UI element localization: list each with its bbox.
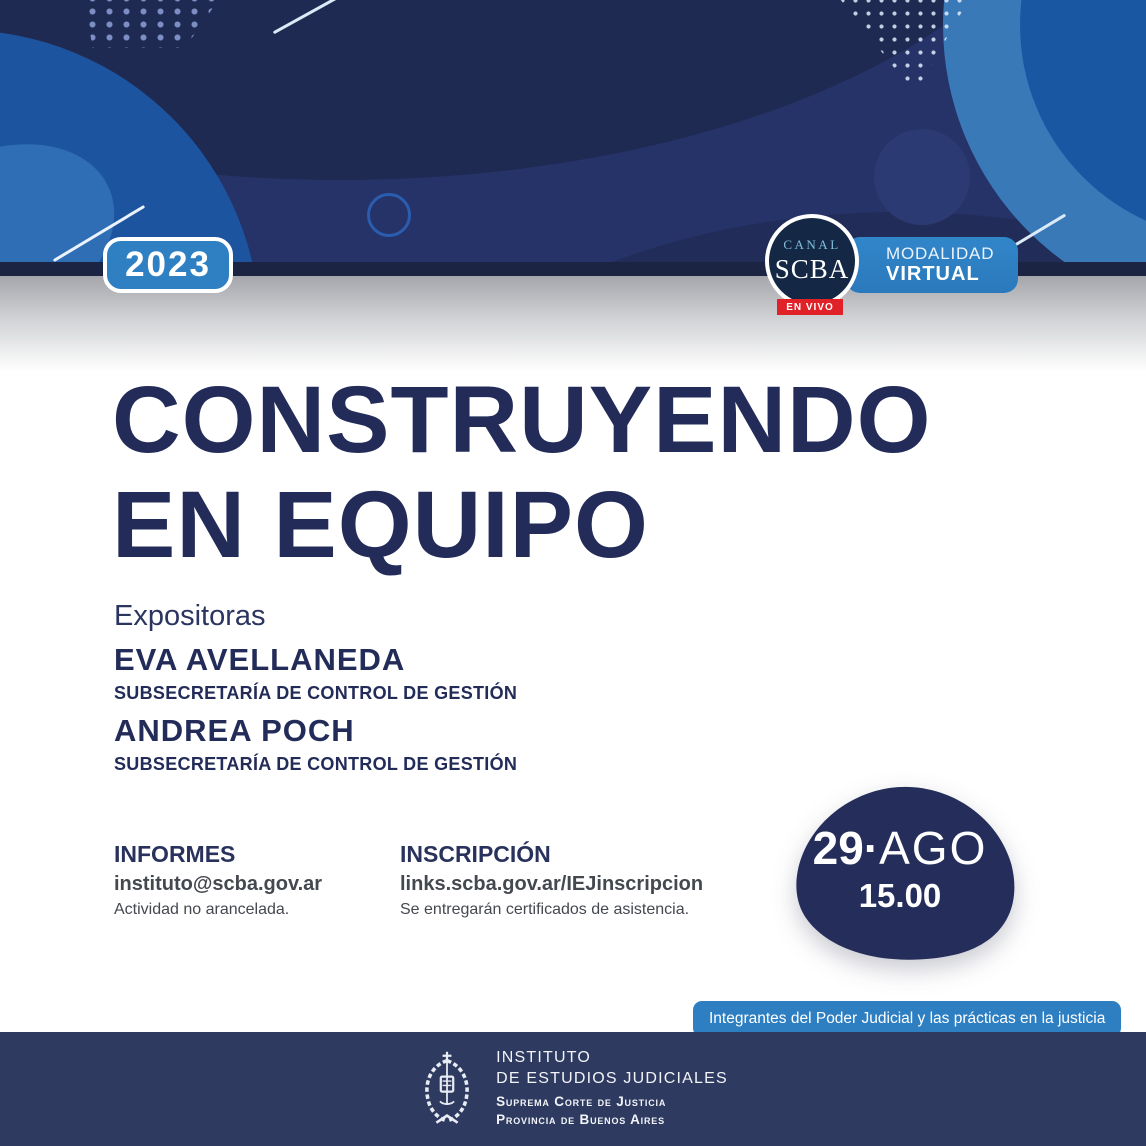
institute-name-line1: INSTITUTO: [496, 1049, 592, 1067]
modality-value: VIRTUAL: [886, 263, 980, 286]
speaker-name: EVA AVELLANEDA: [114, 642, 406, 677]
informes-email[interactable]: instituto@scba.gov.ar: [114, 873, 323, 895]
informes-note: Actividad no arancelada.: [114, 901, 290, 918]
court-name: Suprema Corte de Justicia: [496, 1094, 667, 1110]
event-title-line1: CONSTRUYENDO: [112, 367, 932, 473]
event-title-line2: EN EQUIPO: [112, 471, 649, 578]
speaker-role: SUBSECRETARÍA DE CONTROL DE GESTIÓN: [114, 683, 518, 703]
footer: [0, 1032, 1146, 1146]
decor-circle-outline: [367, 193, 411, 237]
decor-faint-circle: [874, 129, 970, 225]
inscripcion-section: [400, 841, 703, 919]
en-vivo-badge: EN VIVO: [777, 299, 843, 315]
canal-logo-word-canal: CANAL: [783, 237, 841, 252]
informes-label: INFORMES: [114, 841, 236, 867]
event-date-text: [772, 824, 1028, 915]
speakers-section: [114, 600, 517, 781]
event-time: 15.00: [858, 877, 942, 915]
event-month: AGO: [879, 822, 988, 874]
inscripcion-note: Se entregarán certificados de asistencia.: [400, 901, 690, 918]
speaker-name: ANDREA POCH: [114, 713, 355, 748]
footer-institution-text: [496, 1048, 728, 1129]
inscripcion-label: INSCRIPCIÓN: [400, 841, 551, 867]
informes-section: [114, 841, 322, 919]
modality-badge: [846, 237, 1018, 293]
province-name: Provincia de Buenos Aires: [496, 1112, 665, 1128]
canal-scba-logo: [765, 214, 859, 308]
event-date-blob: [778, 776, 1034, 972]
modality-label: MODALIDAD: [886, 243, 995, 263]
event-day: 29: [812, 822, 864, 874]
canal-logo-word-scba: SCBA: [774, 254, 850, 284]
hero-header: [0, 0, 1146, 276]
event-title: [112, 368, 932, 577]
speakers-heading: Expositoras: [114, 600, 266, 632]
judicial-crest-icon: [418, 1050, 476, 1128]
speaker-role: SUBSECRETARÍA DE CONTROL DE GESTIÓN: [114, 754, 518, 774]
audience-banner: Integrantes del Poder Judicial y las prácticas en la justicia: [693, 1001, 1121, 1037]
year-badge: 2023: [103, 237, 233, 293]
event-separator: ·: [863, 822, 880, 874]
inscripcion-link[interactable]: links.scba.gov.ar/IEJinscripcion: [400, 873, 704, 895]
institute-name-line2: DE ESTUDIOS JUDICIALES: [496, 1070, 728, 1088]
